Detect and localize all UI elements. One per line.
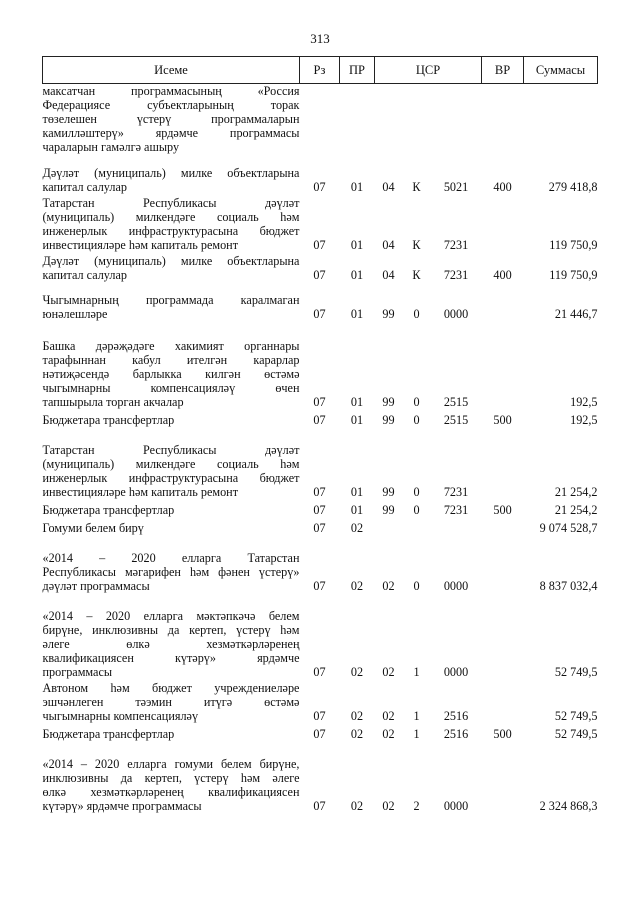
row-description bbox=[43, 499, 300, 517]
row-csr-subprogram: 0 bbox=[413, 306, 420, 321]
row-rz: 07 bbox=[313, 484, 326, 499]
row-csr-program: 99 bbox=[382, 502, 395, 517]
row-description bbox=[43, 427, 300, 499]
table-row bbox=[43, 679, 598, 723]
row-rz: 07 bbox=[313, 708, 326, 723]
row-sum: 52 749,5 bbox=[554, 708, 598, 723]
row-csr-program: 99 bbox=[382, 394, 395, 409]
row-vr bbox=[482, 84, 524, 164]
row-description bbox=[43, 679, 300, 723]
row-csr-direction: 0000 bbox=[443, 306, 469, 321]
row-vr: 500 bbox=[493, 502, 512, 517]
row-csr-subprogram: К bbox=[412, 179, 421, 194]
row-pr: 01 bbox=[350, 306, 364, 321]
row-description bbox=[43, 194, 300, 252]
description-line: Бюджетара трансфертлар bbox=[42, 412, 175, 427]
header-rz: Рз bbox=[300, 57, 340, 84]
table-row bbox=[43, 164, 598, 194]
row-csr-direction: 7231 bbox=[443, 237, 469, 252]
row-rz: 07 bbox=[313, 578, 326, 593]
row-csr-direction: 0000 bbox=[443, 798, 469, 813]
row-vr: 500 bbox=[493, 726, 512, 741]
row-vr bbox=[482, 517, 524, 535]
row-pr: 01 bbox=[350, 179, 364, 194]
table-row bbox=[43, 427, 598, 499]
row-description bbox=[43, 282, 300, 321]
row-pr bbox=[340, 84, 375, 164]
description-line: инженерлык инфраструктурасына бюджет bbox=[42, 470, 300, 485]
description-line: Республикасы мәгарифен һәм фәнен үстерү» bbox=[42, 564, 300, 579]
row-vr bbox=[482, 321, 524, 409]
header-name: Исеме bbox=[43, 57, 300, 84]
row-csr-program bbox=[375, 84, 403, 164]
description-line: капитал салулар bbox=[42, 267, 127, 282]
row-csr-program: 04 bbox=[382, 179, 395, 194]
row-csr-program: 02 bbox=[382, 708, 395, 723]
description-line: Гомуми белем бирү bbox=[42, 520, 144, 535]
row-rz: 07 bbox=[313, 502, 326, 517]
row-csr-subprogram: 0 bbox=[413, 578, 420, 593]
row-csr-subprogram: 2 bbox=[413, 798, 420, 813]
table-header-row bbox=[43, 57, 598, 84]
row-csr-program: 02 bbox=[382, 578, 395, 593]
description-line: чыгымнарны компенсацияләү өчен bbox=[42, 380, 300, 395]
row-sum: 119 750,9 bbox=[549, 237, 598, 252]
description-line: чыгымнарны компенсацияләү bbox=[42, 708, 199, 723]
description-line: дәүләт программасы bbox=[42, 578, 150, 593]
table-row bbox=[43, 499, 598, 517]
description-line: инвестицияләре һәм капиталь ремонт bbox=[42, 484, 239, 499]
description-line: күтәрү» ярдәмче программасы bbox=[42, 798, 202, 813]
description-line: (муниципаль) милкендәге социаль һәм bbox=[42, 209, 300, 224]
row-description bbox=[43, 252, 300, 282]
row-csr-program bbox=[375, 517, 403, 535]
description-line: (муниципаль) милкендәге социаль һәм bbox=[42, 456, 300, 471]
table-row bbox=[43, 741, 598, 813]
row-vr bbox=[482, 741, 524, 813]
description-line: «2014 – 2020 елларга Татарстан bbox=[42, 550, 300, 565]
description-line: бирүне, инклюзивны да кертеп, үстерү һәм bbox=[42, 622, 300, 637]
description-line: Чыгымнарның программада каралмаган bbox=[42, 292, 300, 307]
description-line: инвестицияләре һәм капиталь ремонт bbox=[42, 237, 239, 252]
page-number: 313 bbox=[310, 31, 330, 46]
row-sum: 21 254,2 bbox=[554, 484, 598, 499]
row-csr-subprogram: 1 bbox=[413, 726, 420, 741]
row-csr-program: 99 bbox=[382, 306, 395, 321]
row-rz: 07 bbox=[313, 394, 326, 409]
row-description bbox=[43, 517, 300, 535]
row-csr-subprogram: 1 bbox=[413, 708, 420, 723]
row-rz: 07 bbox=[313, 306, 326, 321]
description-line: инклюзивны да кертеп, үстерү һәм әлеге bbox=[42, 770, 300, 785]
row-csr-subprogram bbox=[403, 517, 431, 535]
row-sum: 52 749,5 bbox=[554, 726, 598, 741]
row-description bbox=[43, 741, 300, 813]
row-pr: 02 bbox=[350, 726, 364, 741]
row-description bbox=[43, 84, 300, 164]
table-row bbox=[43, 517, 598, 535]
row-vr bbox=[482, 282, 524, 321]
description-line: төзелешен үстерү программаларын bbox=[42, 112, 300, 126]
row-description bbox=[43, 164, 300, 194]
table-row bbox=[43, 593, 598, 679]
row-csr-direction bbox=[431, 517, 482, 535]
description-line: инженерлык инфраструктурасына бюджет bbox=[42, 223, 300, 238]
table-row bbox=[43, 194, 598, 252]
row-sum: 21 254,2 bbox=[554, 502, 598, 517]
row-csr-direction: 7231 bbox=[443, 502, 469, 517]
row-csr-program: 02 bbox=[382, 798, 395, 813]
row-csr-program: 02 bbox=[382, 664, 395, 679]
description-line: өлкә хезмәткәрләренең квалификациясен bbox=[42, 784, 300, 799]
row-csr-direction: 0000 bbox=[443, 578, 469, 593]
row-rz: 07 bbox=[313, 179, 326, 194]
description-line: Федерациясе субъектларының торак bbox=[42, 98, 300, 112]
header-csr: ЦСР bbox=[375, 57, 482, 84]
table-row bbox=[43, 84, 598, 164]
description-line: Дәүләт (муниципаль) милке объектларына bbox=[42, 253, 300, 268]
row-csr-program: 99 bbox=[382, 412, 395, 427]
row-csr-program: 04 bbox=[382, 267, 395, 282]
row-sum: 2 324 868,3 bbox=[539, 798, 598, 813]
row-csr-subprogram bbox=[403, 84, 431, 164]
row-csr-direction: 2515 bbox=[443, 412, 469, 427]
description-line: камилләштерү» ярдәмче программасы bbox=[42, 126, 300, 140]
row-csr-subprogram: 0 bbox=[413, 484, 420, 499]
table-row bbox=[43, 282, 598, 321]
row-sum bbox=[524, 84, 598, 164]
row-csr-direction: 7231 bbox=[443, 484, 469, 499]
table-row bbox=[43, 723, 598, 741]
description-line: капитал салулар bbox=[42, 179, 127, 194]
row-pr: 01 bbox=[350, 267, 364, 282]
row-sum: 8 837 032,4 bbox=[539, 578, 598, 593]
description-line: әлеге өлкә хезмәткәрләренең bbox=[42, 636, 300, 651]
table-row bbox=[43, 535, 598, 593]
row-csr-direction: 0000 bbox=[443, 664, 469, 679]
description-line: максатчан программасының «Россия bbox=[42, 84, 300, 98]
row-pr: 01 bbox=[350, 502, 364, 517]
row-rz bbox=[300, 84, 340, 164]
description-line: Дәүләт (муниципаль) милке объектларына bbox=[42, 165, 300, 180]
row-csr-subprogram: 0 bbox=[413, 502, 420, 517]
table-row bbox=[43, 252, 598, 282]
row-csr-subprogram: К bbox=[412, 237, 421, 252]
row-sum: 9 074 528,7 bbox=[539, 520, 598, 535]
row-pr: 02 bbox=[350, 664, 364, 679]
table-body bbox=[43, 84, 598, 813]
row-csr-subprogram: 0 bbox=[413, 412, 420, 427]
row-vr bbox=[482, 535, 524, 593]
row-description bbox=[43, 723, 300, 741]
row-sum: 192,5 bbox=[570, 412, 598, 427]
row-csr-subprogram: 1 bbox=[413, 664, 420, 679]
row-rz: 07 bbox=[313, 798, 326, 813]
row-vr bbox=[482, 194, 524, 252]
row-sum: 21 446,7 bbox=[554, 306, 598, 321]
row-sum: 279 418,8 bbox=[548, 179, 598, 194]
description-line: «2014 – 2020 елларга мәктәпкәчә белем bbox=[42, 608, 300, 623]
description-line: Татарстан Республикасы дәүләт bbox=[42, 195, 300, 210]
row-rz: 07 bbox=[313, 412, 326, 427]
row-description bbox=[43, 593, 300, 679]
row-csr-subprogram: 0 bbox=[413, 394, 420, 409]
row-sum: 192,5 bbox=[570, 394, 598, 409]
row-pr: 02 bbox=[350, 578, 364, 593]
row-rz: 07 bbox=[313, 237, 326, 252]
row-vr: 500 bbox=[493, 412, 512, 427]
row-csr-direction: 2515 bbox=[443, 394, 469, 409]
row-pr: 01 bbox=[350, 484, 364, 499]
row-pr: 02 bbox=[350, 708, 364, 723]
row-csr-direction: 2516 bbox=[443, 708, 469, 723]
row-pr: 02 bbox=[350, 520, 364, 535]
row-csr-direction bbox=[431, 84, 482, 164]
row-description bbox=[43, 535, 300, 593]
description-line: Татарстан Республикасы дәүләт bbox=[42, 442, 300, 457]
row-vr: 400 bbox=[493, 179, 512, 194]
row-vr bbox=[482, 593, 524, 679]
row-vr bbox=[482, 679, 524, 723]
description-line: нәтиҗәсендә барлыкка килгән өстәмә bbox=[42, 366, 300, 381]
row-csr-program: 02 bbox=[382, 726, 395, 741]
row-description bbox=[43, 321, 300, 409]
row-csr-direction: 2516 bbox=[443, 726, 469, 741]
row-csr-subprogram: К bbox=[412, 267, 421, 282]
row-rz: 07 bbox=[313, 267, 326, 282]
description-line: чараларын гамәлгә ашыру bbox=[42, 140, 180, 154]
row-pr: 01 bbox=[350, 394, 364, 409]
description-line: Бюджетара трансфертлар bbox=[42, 726, 175, 741]
description-line: программасы bbox=[42, 664, 113, 679]
description-line: «2014 – 2020 елларга гомуми белем бирүне, bbox=[42, 756, 300, 771]
description-line: тапшырыла торган акчалар bbox=[42, 394, 184, 409]
table-row bbox=[43, 321, 598, 409]
description-line: Башка дәрәҗәдәге хакимият органнары bbox=[42, 338, 300, 353]
description-line: юнәлешләре bbox=[42, 306, 108, 321]
row-vr: 400 bbox=[493, 267, 512, 282]
row-pr: 01 bbox=[350, 237, 364, 252]
row-pr: 02 bbox=[350, 798, 364, 813]
description-line: тарафыннан кабул ителгән карарлар bbox=[42, 352, 300, 367]
description-line: Бюджетара трансфертлар bbox=[42, 502, 175, 517]
row-sum: 52 749,5 bbox=[554, 664, 598, 679]
row-rz: 07 bbox=[313, 520, 326, 535]
row-description bbox=[43, 409, 300, 427]
row-vr bbox=[482, 427, 524, 499]
header-sum: Суммасы bbox=[524, 57, 598, 84]
row-rz: 07 bbox=[313, 726, 326, 741]
row-csr-program: 04 bbox=[382, 237, 395, 252]
budget-table bbox=[42, 56, 598, 813]
description-line: квалификациясен күтәрү» ярдәмче bbox=[42, 650, 300, 665]
description-line: Автоном һәм бюджет учреждениеләре bbox=[42, 680, 300, 695]
header-vr: ВР bbox=[482, 57, 524, 84]
description-line: эшчәнлеген тәэмин итүгә өстәмә bbox=[42, 694, 300, 709]
row-csr-direction: 7231 bbox=[443, 267, 469, 282]
table-row bbox=[43, 409, 598, 427]
row-sum: 119 750,9 bbox=[549, 267, 598, 282]
header-pr: ПР bbox=[340, 57, 375, 84]
row-csr-direction: 5021 bbox=[443, 179, 469, 194]
row-pr: 01 bbox=[350, 412, 364, 427]
row-csr-program: 99 bbox=[382, 484, 395, 499]
row-rz: 07 bbox=[313, 664, 326, 679]
